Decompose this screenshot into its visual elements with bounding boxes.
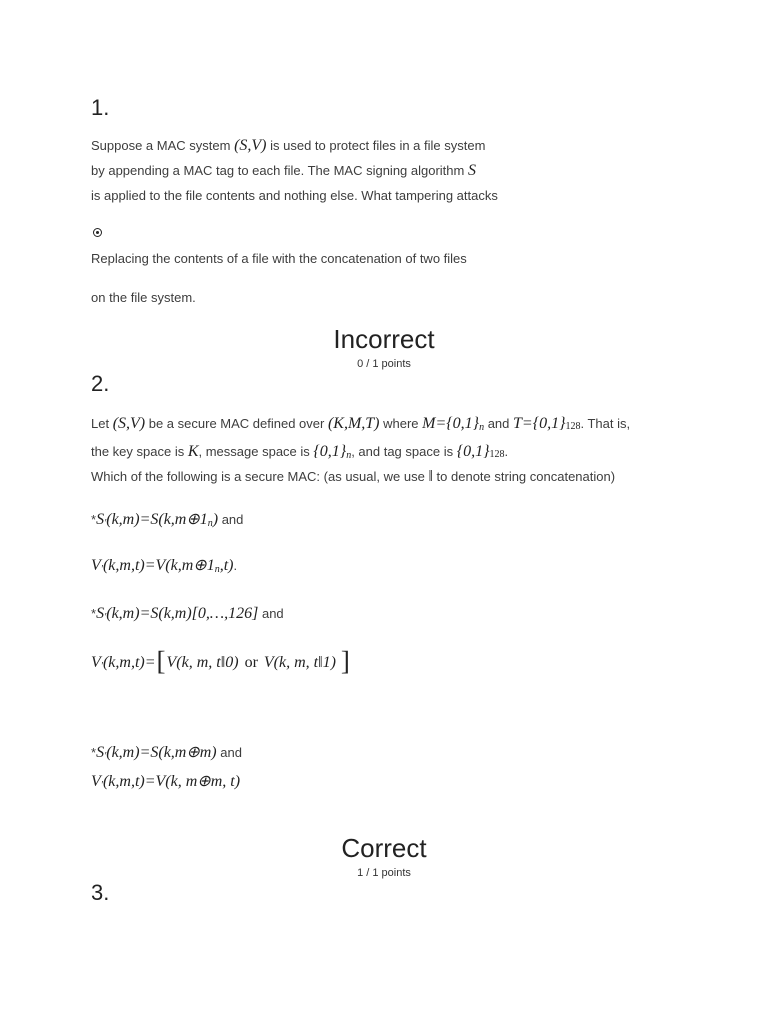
prompt-text: be a secure MAC defined over <box>145 416 328 431</box>
option-3-signing-line <box>91 743 242 767</box>
question-3-number: 3. <box>91 880 110 905</box>
math-prime: ′ <box>104 751 107 762</box>
math-open-bracket: [ <box>156 646 166 676</box>
math-expression: (k,m)=S(k,m)[0,…,126] <box>106 605 259 622</box>
question-1-prompt-line <box>91 136 485 156</box>
question-1-score: 0 / 1 points <box>357 358 411 370</box>
math-expression: (k,m,t)=V(k,m⊕1 <box>102 557 215 574</box>
question-1-prompt-line <box>91 161 476 181</box>
math-expression: K <box>187 443 199 460</box>
math-expression: V(k, m, t‖1) <box>263 654 336 671</box>
question-2-prompt-line <box>91 467 615 487</box>
math-or-word: or <box>244 654 258 671</box>
option-marker: * <box>91 606 97 621</box>
math-exponent: 128 <box>565 421 581 432</box>
math-expression: (S,V) <box>112 415 146 432</box>
prompt-text: by appending a MAC tag to each file. The MAC signing algorithm <box>91 163 468 178</box>
prompt-text: . <box>504 444 509 459</box>
math-expression: S <box>96 605 105 622</box>
math-expression: (k,m,t)= <box>102 654 156 671</box>
prompt-text: the key space is <box>91 444 188 459</box>
radio-selected-icon[interactable] <box>93 228 102 237</box>
math-expression: (K,M,T) <box>327 415 380 432</box>
prompt-text: and <box>484 416 513 431</box>
math-expression: ) <box>212 511 219 528</box>
option-marker: * <box>91 512 97 527</box>
option-1-signing-line <box>91 510 243 534</box>
prompt-text: is applied to the file contents and nothing else. What tampering attacks <box>91 188 498 203</box>
math-expression: V <box>91 773 101 790</box>
question-2-score: 1 / 1 points <box>357 867 411 879</box>
question-2-number: 2. <box>91 371 110 396</box>
math-exponent: n <box>207 518 213 529</box>
question-2-prompt-line <box>91 442 508 466</box>
prompt-text: to denote string concatenation) <box>432 469 616 484</box>
math-expression: V <box>91 654 101 671</box>
option-2-signing-line <box>91 604 284 628</box>
math-expression: ,t) <box>219 557 234 574</box>
question-1-prompt-line <box>91 186 498 206</box>
prompt-text: , message space is <box>198 444 314 459</box>
question-1-result: Incorrect <box>333 324 435 354</box>
math-exponent: n <box>346 450 352 461</box>
prompt-text: , and tag space is <box>351 444 457 459</box>
math-expression: {0,1} <box>313 443 347 460</box>
question-1-number: 1. <box>91 95 110 120</box>
answer-option-label: on the file system. <box>91 290 196 305</box>
option-3-verify-line <box>91 772 240 796</box>
option-1-verify-line <box>91 556 237 580</box>
math-expression: V <box>91 557 101 574</box>
prompt-text: Which of the following is a secure MAC: (as usual, we use <box>91 469 429 484</box>
answer-option-label: Replacing the contents of a file with the concatenation of two files <box>91 251 467 266</box>
math-expression: S <box>96 511 105 528</box>
math-prime: ′ <box>100 564 103 575</box>
math-exponent: n <box>479 422 485 433</box>
math-prime: ′ <box>104 612 107 623</box>
math-expression: {0,1} <box>456 443 490 460</box>
math-exponent: 128 <box>489 449 505 460</box>
math-expression: (S,V) <box>234 137 267 154</box>
prompt-text: Suppose a MAC system <box>91 138 235 153</box>
prompt-text: is used to protect files in a file system <box>266 138 486 153</box>
prompt-text: . That is, <box>580 416 631 431</box>
question-2-prompt-line <box>91 414 630 438</box>
math-expression: S <box>467 162 476 179</box>
option-text: . <box>233 558 238 573</box>
option-text: and <box>216 745 242 760</box>
option-text: and <box>258 606 284 621</box>
math-exponent: n <box>214 564 220 575</box>
math-expression: S <box>96 744 105 761</box>
math-expression: V(k, m, t‖0) <box>166 654 239 671</box>
math-expression: M={0,1} <box>422 415 480 432</box>
option-marker: * <box>91 745 97 760</box>
option-text: and <box>218 512 244 527</box>
math-expression: ‖ <box>428 468 433 485</box>
question-2-result: Correct <box>341 833 427 863</box>
math-prime: ′ <box>100 661 103 672</box>
math-expression: (k,m,t)=V(k, m⊕m, t) <box>102 773 241 790</box>
math-close-bracket: ] <box>340 646 350 676</box>
math-prime: ′ <box>104 518 107 529</box>
math-expression: T={0,1} <box>513 415 566 432</box>
math-prime: ′ <box>100 780 103 791</box>
prompt-text: where <box>379 416 423 431</box>
prompt-text: Let <box>91 416 113 431</box>
math-expression: (k,m)=S(k,m⊕m) <box>106 744 217 761</box>
option-2-verify-line <box>91 647 350 681</box>
math-expression: (k,m)=S(k,m⊕1 <box>106 511 208 528</box>
